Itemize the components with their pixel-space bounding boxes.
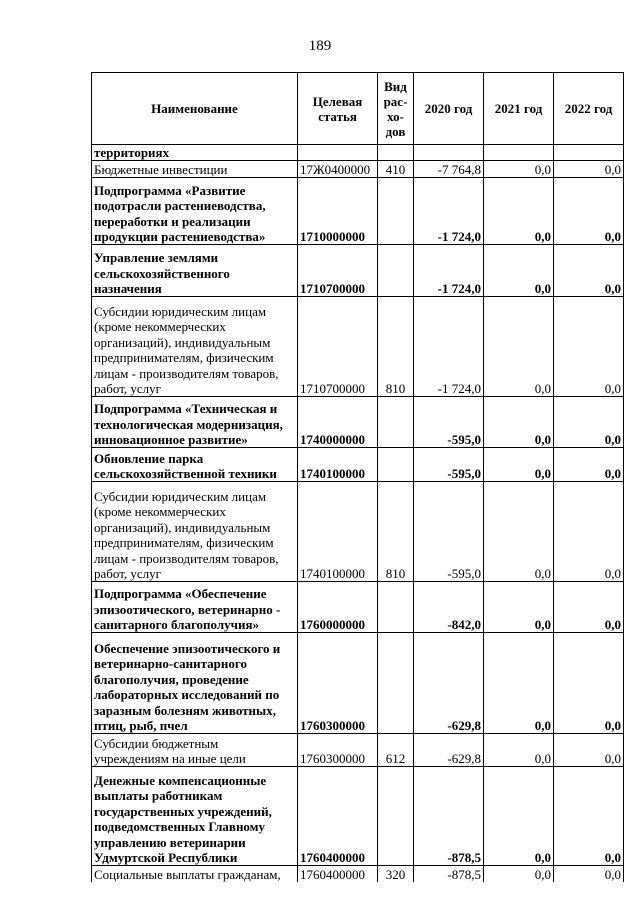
row-2020: -1 724,0 [414, 178, 484, 245]
row-expense-type [378, 178, 414, 245]
row-name: Подпрограмма «Обеспечение эпизоотического, ветеринарно - санитарного благополучия» [92, 582, 298, 633]
row-name: Обеспечение эпизоотического и ветеринарно-санитарного благополучия, проведение лабораторных исследований по заразным болезням животных, птиц, рыб, пчел [92, 633, 298, 734]
table-row [92, 397, 624, 448]
row-expense-type: 810 [378, 482, 414, 582]
row-expense-type [378, 582, 414, 633]
row-2022: 0,0 [554, 161, 624, 178]
row-expense-type: 410 [378, 161, 414, 178]
row-expense-type [378, 397, 414, 448]
row-2022 [554, 145, 624, 161]
row-2021: 0,0 [484, 633, 554, 734]
row-name: Социальные выплаты гражданам, [92, 866, 298, 882]
row-expense-type: 320 [378, 866, 414, 882]
budget-table [91, 72, 624, 882]
row-name: Подпрограмма «Техническая и технологическая модернизация, инновационное развитие» [92, 397, 298, 448]
header-2022: 2022 год [554, 73, 624, 145]
page-number: 189 [308, 38, 332, 54]
row-2021: 0,0 [484, 161, 554, 178]
row-name: Подпрограмма «Развитие подотрасли растениеводства, переработки и реализации продукции растениеводства» [92, 178, 298, 245]
row-2021: 0,0 [484, 397, 554, 448]
header-expense-type: Вид рас- хо- дов [378, 73, 414, 145]
row-2022: 0,0 [554, 448, 624, 482]
row-target-article: 1760300000 [298, 734, 378, 767]
row-2020: -595,0 [414, 482, 484, 582]
row-target-article: 17Ж0400000 [298, 161, 378, 178]
row-2022: 0,0 [554, 734, 624, 767]
table-row [92, 734, 624, 767]
table-row [92, 161, 624, 178]
table-row [92, 178, 624, 245]
table-row [92, 767, 624, 866]
row-expense-type [378, 145, 414, 161]
row-2022: 0,0 [554, 178, 624, 245]
row-2022: 0,0 [554, 245, 624, 297]
row-expense-type [378, 767, 414, 866]
row-target-article: 1710000000 [298, 178, 378, 245]
table-row [92, 297, 624, 397]
row-name: Обновление парка сельскохозяйственной техники [92, 448, 298, 482]
row-2020: -878,5 [414, 767, 484, 866]
row-name: Денежные компенсационные выплаты работникам государственных учреждений, подведомственных Главному управлению ветеринарии Удмуртской Республики [92, 767, 298, 866]
table-header-row [92, 73, 624, 145]
row-2020: -1 724,0 [414, 245, 484, 297]
row-name: Субсидии юридическим лицам (кроме некоммерческих организаций), индивидуальным предпринимателям, физическим лицам - производителям товаров, работ, услуг [92, 482, 298, 582]
row-2022: 0,0 [554, 866, 624, 882]
row-2020: -7 764,8 [414, 161, 484, 178]
row-2022: 0,0 [554, 582, 624, 633]
table-row [92, 482, 624, 582]
row-name: Управление землями сельскохозяйственного назначения [92, 245, 298, 297]
row-2021: 0,0 [484, 734, 554, 767]
row-expense-type [378, 448, 414, 482]
row-target-article: 1760400000 [298, 767, 378, 866]
row-name: Субсидии бюджетным учреждениям на иные цели [92, 734, 298, 767]
row-2020: -842,0 [414, 582, 484, 633]
row-target-article: 1760000000 [298, 582, 378, 633]
table-row [92, 866, 624, 882]
row-2021: 0,0 [484, 245, 554, 297]
row-target-article: 1760300000 [298, 633, 378, 734]
table-row [92, 145, 624, 161]
row-2021: 0,0 [484, 448, 554, 482]
table-row [92, 633, 624, 734]
header-name: Наименование [92, 73, 298, 145]
row-target-article: 1740100000 [298, 482, 378, 582]
row-2020: -629,8 [414, 734, 484, 767]
row-2020: -1 724,0 [414, 297, 484, 397]
header-target-article: Целевая статья [298, 73, 378, 145]
row-expense-type [378, 633, 414, 734]
table-row [92, 582, 624, 633]
row-expense-type: 612 [378, 734, 414, 767]
row-name: территориях [92, 145, 298, 161]
row-2020: -595,0 [414, 397, 484, 448]
row-2022: 0,0 [554, 297, 624, 397]
table-row [92, 245, 624, 297]
row-target-article: 1710700000 [298, 297, 378, 397]
row-2021: 0,0 [484, 866, 554, 882]
row-2022: 0,0 [554, 397, 624, 448]
row-2021: 0,0 [484, 482, 554, 582]
row-target-article: 1710700000 [298, 245, 378, 297]
row-expense-type [378, 245, 414, 297]
header-2020: 2020 год [414, 73, 484, 145]
row-2020 [414, 145, 484, 161]
row-2021: 0,0 [484, 767, 554, 866]
row-target-article: 1740000000 [298, 397, 378, 448]
row-target-article [298, 145, 378, 161]
row-2021: 0,0 [484, 582, 554, 633]
row-2020: -629,8 [414, 633, 484, 734]
row-target-article: 1740100000 [298, 448, 378, 482]
row-2020: -878,5 [414, 866, 484, 882]
row-name: Субсидии юридическим лицам (кроме некоммерческих организаций), индивидуальным предпринимателям, физическим лицам - производителям товаров, работ, услуг [92, 297, 298, 397]
row-2021: 0,0 [484, 297, 554, 397]
row-2022: 0,0 [554, 767, 624, 866]
row-2022: 0,0 [554, 633, 624, 734]
row-expense-type: 810 [378, 297, 414, 397]
row-target-article: 1760400000 [298, 866, 378, 882]
row-2021 [484, 145, 554, 161]
row-2022: 0,0 [554, 482, 624, 582]
header-2021: 2021 год [484, 73, 554, 145]
row-2020: -595,0 [414, 448, 484, 482]
table-row [92, 448, 624, 482]
row-name: Бюджетные инвестиции [92, 161, 298, 178]
row-2021: 0,0 [484, 178, 554, 245]
